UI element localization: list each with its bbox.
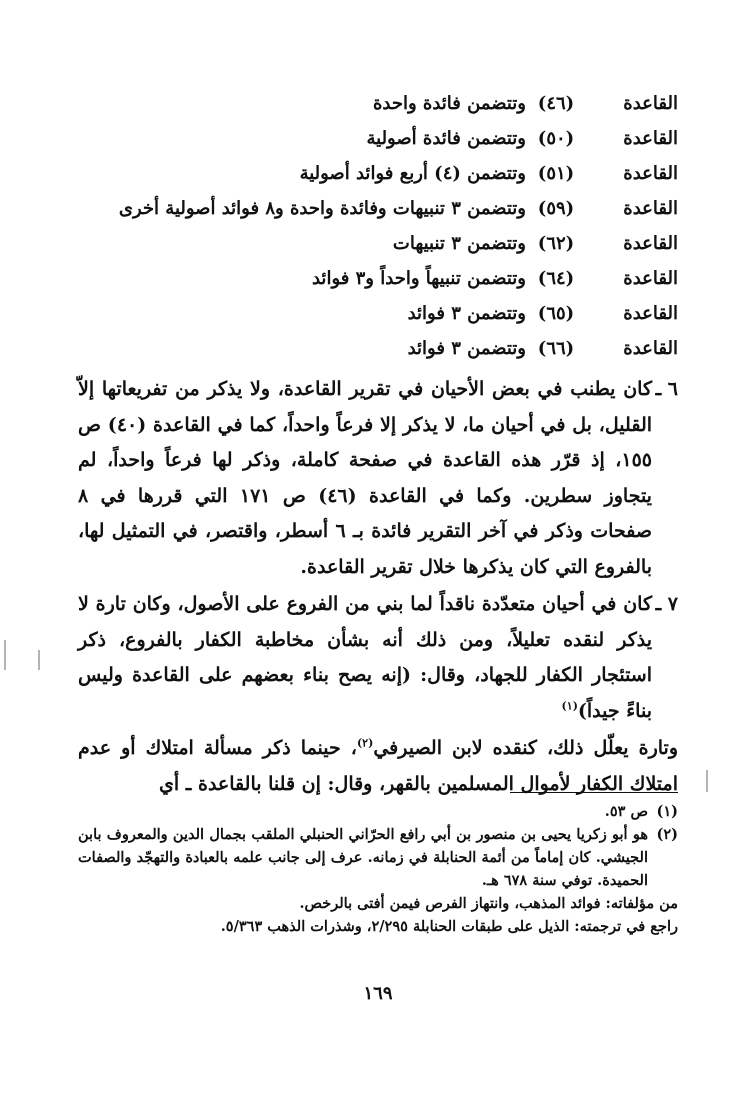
rule-row	[78, 121, 678, 156]
rule-name: القاعدة	[623, 128, 678, 149]
rule-name: القاعدة	[623, 198, 678, 219]
rule-row	[78, 86, 678, 121]
rule-number: (٦٤)	[537, 268, 575, 289]
footnote-marker: (٢)	[656, 826, 678, 843]
footnote-item	[78, 823, 678, 892]
rules-list	[78, 86, 678, 366]
rule-row	[78, 331, 678, 366]
note-body: كان في أحيان متعدّدة ناقداً لما بني من الفروع على الأصول، وكان تارة لا يذكر لنقده تعليلاً، ومن ذلك أنه بشأن مخاطبة الكفار بالفروع، ذكر استئجار الكفار للجهاد، وقال: (إنه يصح بناء بعضهم على القاعدة وليس بناءً جيداً)	[78, 593, 652, 722]
footnote-extra-line: من مؤلفاته: فوائد المذهب، وانتهاز الفرص فيمن أفتى بالرخص.	[299, 895, 678, 912]
rule-number: (٥٠)	[537, 128, 575, 149]
note-text: كان يطنب في بعض الأحيان في تقرير القاعدة، ولا يذكر من تفريعاتها إلاّ القليل، بل في أحيان ما، لا يذكر إلا فرعاً واحداً، كما في القاعدة (٤٠) ص ١٥٥، إذ قرّر هذه القاعدة في صفحة كاملة، وذكر لها فرعاً واحداً، لم يتجاوز سطرين. وكما في القاعدة (٤٦) ص ١٧١ التي قررها في ٨ صفحات وذكر في آخر التقرير فائدة بـ ٦ أسطر، واقتصر، في التمثيل لها، بالفروع التي كان يذكرها خلال تقرير القاعدة.	[78, 378, 653, 578]
rule-row	[78, 226, 678, 261]
rule-name: القاعدة	[623, 303, 678, 324]
rule-name: القاعدة	[623, 233, 678, 254]
numbered-notes	[78, 372, 678, 802]
rule-description: وتتضمن ٣ فوائد	[407, 338, 526, 359]
note-marker: ٦ ـ	[655, 378, 678, 400]
rule-number: (٦٥)	[537, 303, 575, 324]
footnote-ref: (٢)	[356, 736, 374, 750]
rule-description: وتتضمن تنبيهاً واحداً و٣ فوائد	[311, 268, 526, 289]
note-marker: ٧ ـ	[655, 593, 678, 615]
footnote-text: ص ٥٣.	[604, 803, 648, 820]
rule-description: وتتضمن فائدة واحدة	[372, 93, 526, 114]
rule-number: (٥١)	[537, 163, 575, 184]
paragraph-part-2: ، حينما ذكر مسألة امتلاك أو عدم امتلاك الكفار لأموال المسلمين بالقهر، وقال: إن قلنا بالقاعدة ـ أي	[78, 737, 678, 795]
rule-row	[78, 296, 678, 331]
rule-name: القاعدة	[623, 338, 678, 359]
rule-description: وتتضمن ٣ تنبيهات	[392, 233, 526, 254]
note-item	[78, 587, 678, 729]
rule-number: (٤٦)	[537, 93, 575, 114]
footnote-extra-line: راجع في ترجمته: الذيل على طبقات الحنابلة ٢/٢٩٥، وشذرات الذهب ٥/٣٦٣.	[220, 918, 678, 935]
scan-edge-mark	[38, 650, 40, 670]
paragraph-part-1: وتارة يعلّل ذلك، كنقده لابن الصيرفي	[373, 737, 678, 759]
footnote-item	[78, 800, 678, 823]
rule-name: القاعدة	[623, 163, 678, 184]
footnotes	[78, 800, 678, 938]
footnote-separator	[510, 792, 678, 793]
rule-description: وتتضمن فائدة أصولية	[366, 128, 526, 149]
rule-description: وتتضمن ٣ فوائد	[407, 303, 526, 324]
rule-row	[78, 191, 678, 226]
page-number: ١٦٩	[363, 983, 393, 1004]
note-text	[78, 587, 652, 729]
rule-description: وتتضمن (٤) أربع فوائد أصولية	[299, 163, 526, 184]
rule-row	[78, 261, 678, 296]
rule-number: (٥٩)	[537, 198, 575, 219]
scan-edge-mark	[706, 770, 708, 792]
rule-name: القاعدة	[623, 93, 678, 114]
rule-name: القاعدة	[623, 268, 678, 289]
rule-row	[78, 156, 678, 191]
rule-number: (٦٢)	[537, 233, 575, 254]
footnote-text: هو أبو زكريا يحيى بن منصور بن أبي رافع الحرّاني الحنبلي الملقب بجمال الدين والمعروف بابن الجيشي. كان إماماً من أئمة الحنابلة في زمانه. عرف إلى جانب علمه بالعبادة والتهجّد والصفات الحميدة. توفي سنة ٦٧٨ هـ.	[78, 826, 648, 889]
scan-edge-mark	[4, 640, 6, 670]
footnote-marker: (١)	[656, 803, 678, 820]
rule-number: (٦٦)	[537, 338, 575, 359]
rule-description: وتتضمن ٣ تنبيهات وفائدة واحدة و٨ فوائد أصولية أخرى	[118, 198, 526, 219]
footnote-ref: (١)	[561, 699, 578, 713]
note-item	[78, 372, 678, 585]
